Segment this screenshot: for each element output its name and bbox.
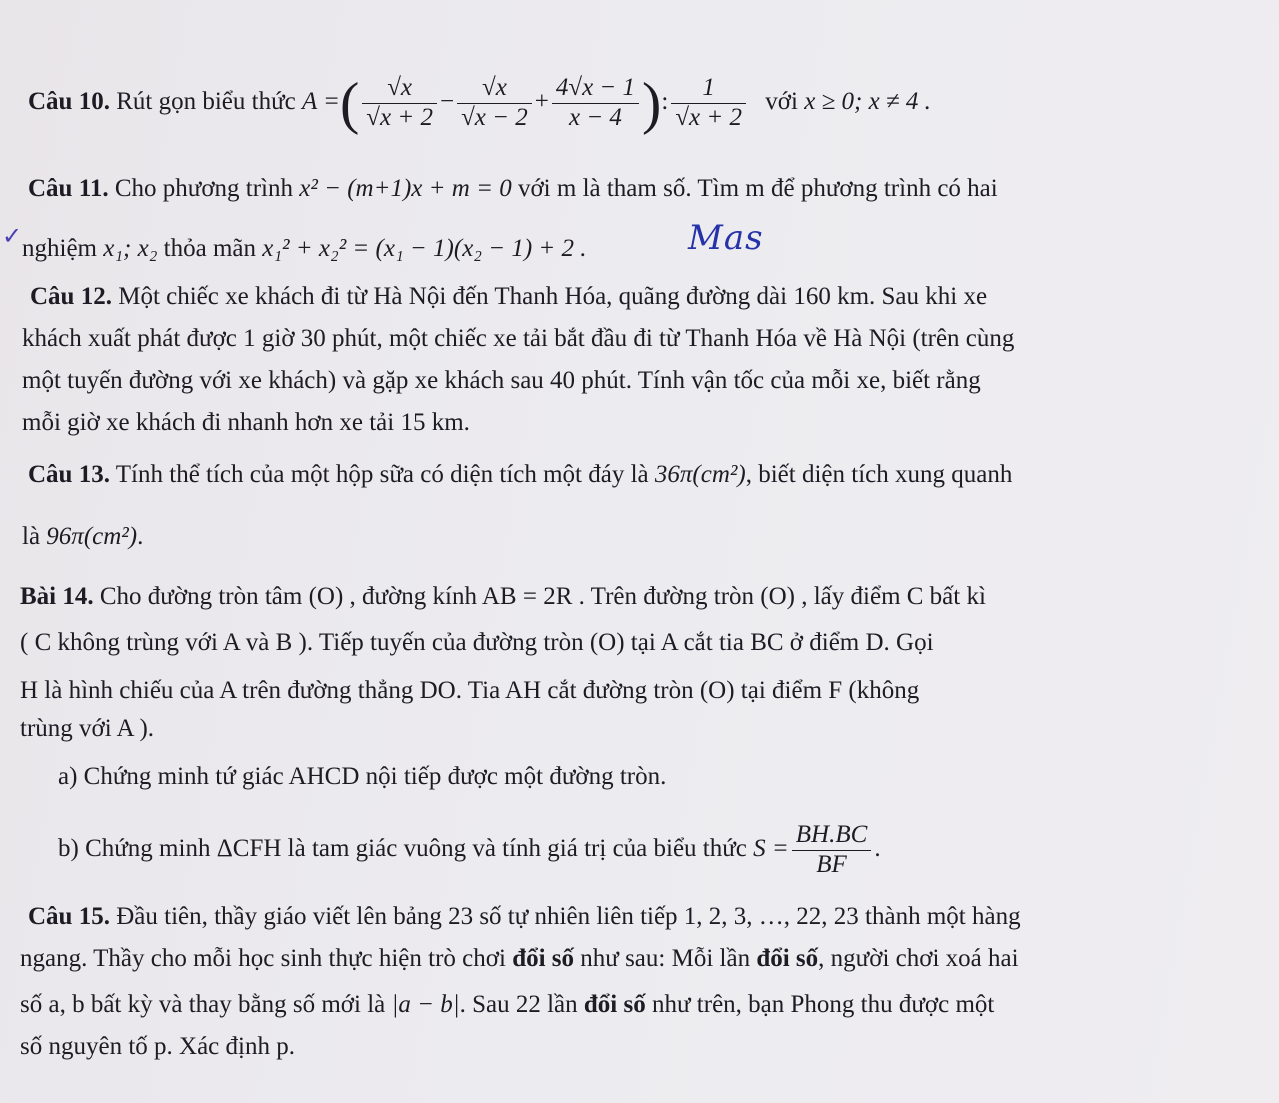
q11-line-1 [28,172,998,206]
q10-plus: + [534,88,549,115]
q12-line1: Một chiếc xe khách đi từ Hà Nội đến Thanh Hóa, quãng đường dài 160 km. Sau khi xe [118,283,988,310]
q11-condition: x₁² + x₂² = (x₁ − 1)(x₂ − 1) + 2 . [262,235,587,262]
q11-equation: x² − (m+1)x + m = 0 [299,175,512,202]
q13-line2a: là [22,523,41,550]
q15-line3a: số a, b bất kỳ và thay bằng số mới là [20,991,386,1018]
q14-line2: ( C không trùng với A và B ). Tiếp tuyến của đường tròn (O) tại A cắt tia BC ở điểm D. Gọi [20,629,934,656]
q15-line2a: ngang. Thầy cho mỗi học sinh thực hiện trò chơi [20,945,506,972]
q10-frac-1-num: √x [362,74,437,104]
q13-label: Câu 13. [28,461,110,488]
q10-frac-3-num: 4√x − 1 [552,74,639,104]
q13-area: 36π(cm²) [654,461,746,488]
q14-line-4 [20,712,154,746]
check-mark-icon: ✓ [2,222,23,250]
q15-line-1 [28,900,1021,934]
q13-line-2 [22,520,143,554]
q14-s-eq: S = [753,835,789,862]
q10-frac-4-den: √x + 2 [675,103,743,131]
q10-frac-2-num: √x [457,74,532,104]
q13-line1a: Tính thể tích của một hộp sữa có diện tích một đáy là [115,461,649,488]
q10-label: Câu 10. [28,88,110,115]
q14-s-frac [792,821,872,880]
q11-label: Câu 11. [28,175,109,202]
q15-bold2: đổi số [756,945,819,972]
q14-line-2 [20,626,934,660]
handwritten-note: Mas [688,218,764,258]
q14-s-den: BF [816,850,847,878]
q11-text3: nghiệm [22,235,97,262]
q12-line-2 [22,322,1014,356]
q15-line1: Đầu tiên, thầy giáo viết lên bảng 23 số tự nhiên liên tiếp 1, 2, 3, …, 22, 23 thành một hàng [116,903,1021,930]
q12-label: Câu 12. [30,283,112,310]
q14-part-a [58,760,666,794]
q14-s-num: BH.BC [792,821,872,851]
q12-line-1 [30,280,987,314]
q13-line1b: , biết diện tích xung quanh [745,461,1013,488]
q13-lateral: 96π(cm²) [46,523,138,550]
q10-frac-2 [457,74,532,133]
q10-frac-3-den: x − 4 [568,103,622,131]
q10-frac-4 [671,74,746,133]
q15-bold3: đổi số [583,991,646,1018]
q10-line [28,62,931,142]
q14-line-1 [20,580,986,614]
q11-line-2 [22,232,587,266]
q14-line1: Cho đường tròn tâm (O) , đường kính AB = 2R . Trên đường tròn (O) , lấy điểm C bất kì [99,583,986,610]
q14-line-3 [20,674,919,708]
q15-line2c: , người chơi xoá hai [818,945,1019,972]
q14-label: Bài 14. [20,583,94,610]
q10-frac-4-num: 1 [671,74,746,104]
q14-s-end: . [874,835,881,862]
q15-line3b: . Sau 22 lần [459,991,578,1018]
q14-part-b-text: b) Chứng minh ΔCFH là tam giác vuông và tính giá trị của biểu thức [58,835,747,862]
q15-line4: số nguyên tố p. Xác định p. [20,1033,295,1060]
q10-frac-2-den: √x − 2 [461,103,528,131]
q14-part-b [58,812,881,886]
q10-a-eq: A = [301,88,340,115]
q13-line2b: . [137,523,144,550]
q11-text4: thỏa mãn [163,235,256,262]
q12-line-4 [22,406,470,440]
q10-frac-1-den: √x + 2 [366,103,433,131]
left-paren: ( [339,70,360,136]
q15-line3c: như trên, bạn Phong thu được một [652,991,995,1018]
q11-text2: với m là tham số. Tìm m để phương trình có hai [517,175,998,202]
q13-line-1 [28,458,1012,492]
q14-line4: trùng với A ). [20,715,155,742]
q12-line4: mỗi giờ xe khách đi nhanh hơn xe tải 15 km. [22,409,470,436]
q10-cond: x ≥ 0; x ≠ 4 . [804,88,931,115]
q15-label: Câu 15. [28,903,110,930]
q15-absval: |a − b| [391,991,460,1018]
right-paren: ) [642,70,662,136]
q15-line-3 [20,988,994,1022]
q15-line2b: như sau: Mỗi lần [580,945,751,972]
q14-line3: H là hình chiếu của A trên đường thẳng DO. Tia AH cắt đường tròn (O) tại điểm F (không [20,677,920,704]
q12-line2: khách xuất phát được 1 giờ 30 phút, một chiếc xe tải bắt đầu đi từ Thanh Hóa về Hà Nội (trên cùng [22,325,1015,352]
q10-frac-3 [552,74,639,133]
q11-vars: x₁; x₂ [103,235,158,262]
q15-line-4 [20,1030,295,1064]
q10-minus: − [439,88,455,115]
q11-text1: Cho phương trình [114,175,294,202]
q14-part-a-text: a) Chứng minh tứ giác AHCD nội tiếp được một đường tròn. [58,763,667,790]
q10-frac-1 [362,74,437,133]
q10-text: Rút gọn biểu thức [116,88,296,115]
q12-line3: một tuyến đường với xe khách) và gặp xe khách sau 40 phút. Tính vận tốc của mỗi xe, biết rằng [22,367,981,394]
q15-bold1: đổi số [512,945,575,972]
q12-line-3 [22,364,981,398]
q10-colon: : [661,88,669,115]
q10-cond-word: với [765,88,798,115]
q15-line-2 [20,942,1019,976]
